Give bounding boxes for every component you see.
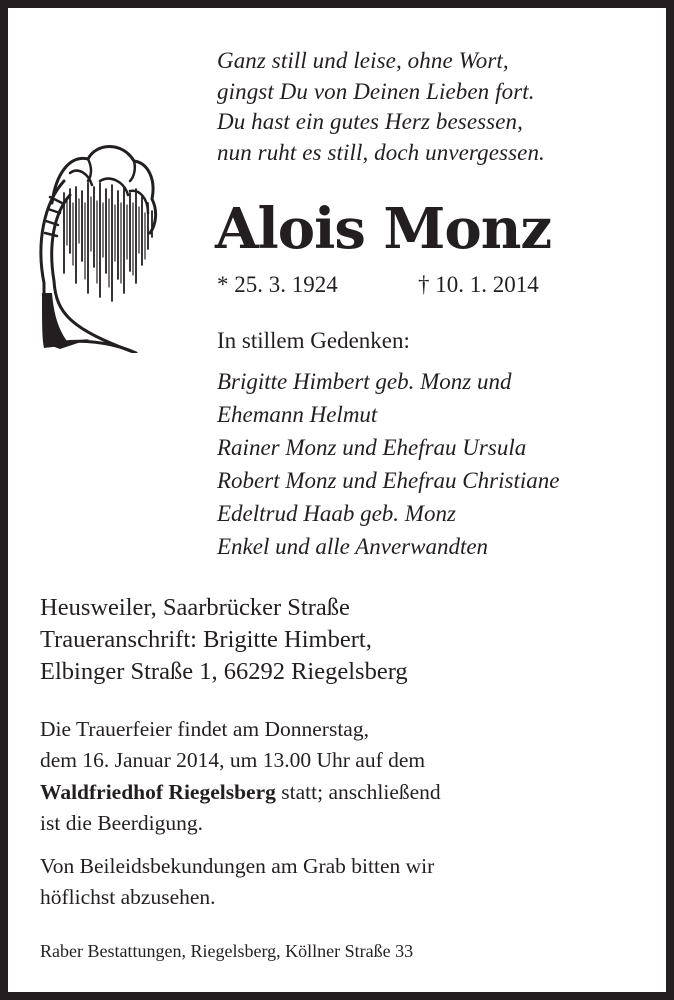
ceremony-line: ist die Beerdigung. xyxy=(40,810,204,835)
condolence-line: höflichst abzusehen. xyxy=(40,885,216,909)
address-line: Elbinger Straße 1, 66292 Riegelsberg xyxy=(40,658,408,685)
mourner-line: Robert Monz und Ehefrau Christiane xyxy=(217,468,560,493)
birth-date: * 25. 3. 1924 xyxy=(217,272,338,297)
mourners-heading: In stillem Gedenken: xyxy=(217,328,410,353)
ceremony-line xyxy=(40,777,441,808)
poem-line: nun ruht es still, doch unvergessen. xyxy=(217,139,545,165)
address-block xyxy=(40,592,408,688)
deceased-name: Alois Monz xyxy=(215,196,552,262)
mourner-line: Edeltrud Haab geb. Monz xyxy=(217,501,456,526)
cemetery-name: Waldfriedhof Riegelsberg xyxy=(40,779,276,804)
mourner-line: Ehemann Helmut xyxy=(217,402,378,427)
condolence-line: Von Beileidsbekundungen am Grab bitten wir xyxy=(40,854,435,878)
mourner-line: Brigitte Himbert geb. Monz und xyxy=(217,369,512,394)
ceremony-line: Die Trauerfeier findet am Donnerstag, xyxy=(40,717,369,741)
condolence-note xyxy=(40,851,434,913)
ceremony-line-rest: statt; anschließend xyxy=(275,779,441,804)
poem-line: gingst Du von Deinen Lieben fort. xyxy=(217,78,535,104)
funeral-home-footer: Raber Bestattungen, Riegelsberg, Köllner Straße 33 xyxy=(40,941,414,961)
address-line: Heusweiler, Saarbrücker Straße xyxy=(40,594,350,621)
poem xyxy=(217,46,545,168)
life-dates xyxy=(217,271,539,299)
ceremony-line: dem 16. Januar 2014, um 13.00 Uhr auf dem xyxy=(40,748,426,773)
ceremony-info xyxy=(40,714,441,839)
death-date: † 10. 1. 2014 xyxy=(418,272,539,297)
mourner-line: Rainer Monz und Ehefrau Ursula xyxy=(217,435,527,460)
address-line: Traueranschrift: Brigitte Himbert, xyxy=(40,626,372,653)
weeping-willow-icon xyxy=(30,133,160,353)
poem-line: Du hast ein gutes Herz besessen, xyxy=(217,109,523,134)
poem-line: Ganz still und leise, ohne Wort, xyxy=(217,48,509,73)
mourner-line: Enkel und alle Anverwandten xyxy=(217,534,489,559)
mourners-list xyxy=(217,365,559,563)
